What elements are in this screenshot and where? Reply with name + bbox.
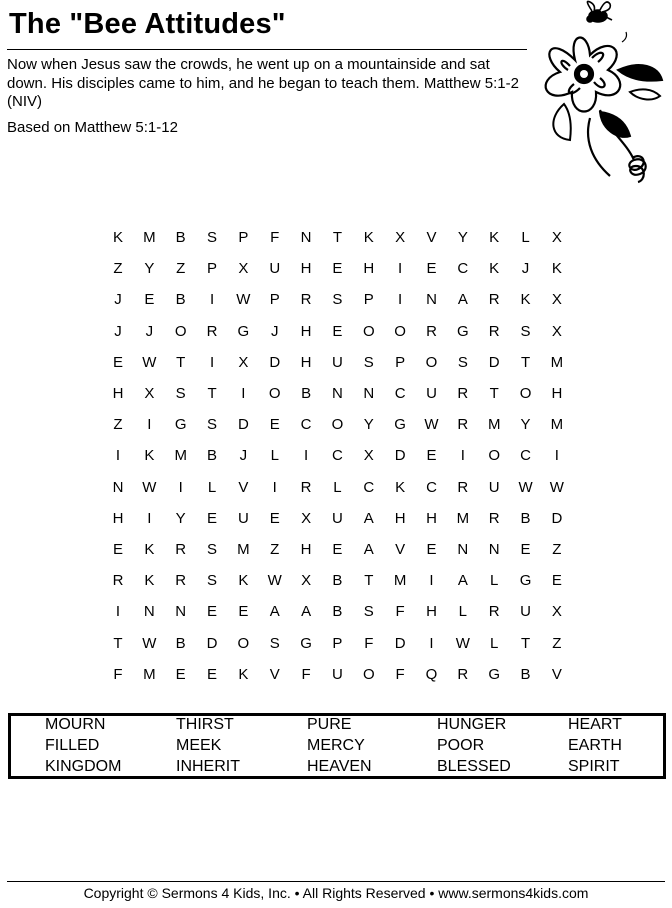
grid-letter: M [143,665,156,683]
grid-letter: E [269,509,280,527]
grid-letter: T [332,229,343,246]
grid-letter: G [488,665,501,683]
grid-letter: S [332,291,343,309]
grid-letter: W [142,478,157,496]
grid-letter: N [112,478,124,496]
grid-letter: Y [457,229,468,246]
grid-letter: H [394,509,406,527]
grid-letter: R [300,478,312,496]
grid-letter: D [206,634,218,652]
grid-letter: H [112,509,124,527]
grid-letter: T [176,353,186,371]
grid-letter: C [394,385,406,402]
grid-letter: N [457,541,469,558]
grid-letter: K [144,447,155,465]
grid-letter: F [113,665,123,683]
grid-letter: H [426,603,437,621]
grid-letter: A [457,572,468,590]
grid-letter: T [489,385,499,402]
grid-letter: M [487,416,501,434]
grid-letter: Z [552,541,562,558]
word-list-box [8,713,666,779]
grid-letter: V [551,665,562,683]
grid-letter: L [270,447,279,465]
grid-letter: U [237,509,249,527]
grid-letter: N [143,603,155,621]
grid-letter: K [144,572,155,590]
grid-letter: Z [113,416,123,434]
grid-letter: E [332,541,343,558]
grid-letter: L [521,229,530,246]
grid-letter: E [332,260,343,278]
grid-letter: M [174,447,187,465]
word-list-item: HEAVEN [307,758,372,775]
grid-letter: I [178,478,183,496]
word-list-item: EARTH [568,737,622,754]
grid-letter: N [488,541,500,558]
grid-letter: H [300,353,312,371]
footer-divider [7,881,665,882]
page-title: The "Bee Attitudes" [9,8,286,40]
grid-letter: E [520,541,531,558]
word-list-item: MEEK [176,737,222,754]
grid-letter: C [300,416,312,434]
grid-letter: Z [270,541,280,558]
grid-letter: S [175,385,186,402]
word-list-item: PURE [307,716,352,733]
grid-letter: L [490,572,499,590]
grid-letter: J [239,447,248,465]
word-list-item: KINGDOM [45,758,122,775]
grid-letter: X [238,260,249,278]
grid-letter: A [363,509,374,527]
grid-letter: B [207,447,218,465]
word-list-item: BLESSED [437,758,511,775]
grid-letter: I [398,291,403,309]
grid-letter: W [267,572,282,590]
grid-letter: B [301,385,312,402]
grid-letter: P [207,260,218,278]
grid-letter: R [488,509,500,527]
grid-letter: Q [425,665,438,683]
grid-letter: R [457,385,469,402]
grid-letter: S [207,572,218,590]
grid-letter: J [521,260,530,278]
grid-letter: I [272,478,277,496]
grid-letter: T [113,634,123,652]
grid-letter: W [549,478,564,496]
grid-letter: I [241,385,246,402]
grid-letter: T [364,572,374,590]
grid-letter: R [175,572,187,590]
grid-letter: R [426,322,437,340]
word-list-item: SPIRIT [568,758,620,775]
grid-letter: J [114,291,122,309]
grid-letter: C [363,478,375,496]
grid-letter: D [394,447,406,465]
grid-letter: J [271,322,279,340]
grid-letter: V [238,478,249,496]
grid-letter: E [144,291,155,309]
grid-letter: E [426,260,437,278]
grid-letter: X [301,572,312,590]
grid-letter: S [457,353,468,371]
grid-letter: X [144,385,155,402]
grid-letter: I [147,416,152,434]
grid-letter: O [174,322,187,340]
grid-letter: F [301,665,311,683]
grid-letter: H [300,322,312,340]
grid-letter: G [519,572,532,590]
grid-letter: G [237,322,250,340]
grid-letter: N [426,291,437,309]
grid-letter: H [112,385,124,402]
grid-letter: D [269,353,281,371]
grid-letter: W [142,634,157,652]
grid-letter: F [395,603,405,621]
grid-letter: P [395,353,406,371]
grid-letter: Y [520,416,531,434]
grid-letter: X [301,509,312,527]
grid-letter: O [394,322,406,340]
grid-letter: S [520,322,531,340]
scripture-reference: Based on Matthew 5:1-12 [7,119,178,136]
grid-letter: L [490,634,499,652]
grid-letter: B [175,229,186,246]
grid-letter: H [300,541,312,558]
grid-letter: S [363,353,374,371]
grid-letter: K [238,665,249,683]
grid-letter: D [394,634,406,652]
grid-letter: X [363,447,374,465]
grid-letter: H [300,260,312,278]
grid-letter: E [426,541,437,558]
grid-letter: T [520,353,531,371]
grid-letter: X [551,291,562,309]
grid-letter: L [458,603,468,621]
grid-letter: W [424,416,439,434]
grid-letter: K [489,260,500,278]
grid-letter: U [488,478,500,496]
grid-letter: L [207,478,217,496]
grid-letter: X [395,229,406,246]
grid-letter: X [551,603,562,621]
grid-letter: B [175,634,186,652]
grid-letter: B [520,509,531,527]
scripture-passage: Now when Jesus saw the crowds, he went up on a mountainside and sat down. His disciples came to him, and he began to teach them. Matthew 5:1-2 (NIV) [7,56,519,110]
word-list-item: HUNGER [437,716,507,733]
grid-letter: N [175,603,187,621]
grid-letter: R [457,665,469,683]
grid-letter: S [207,541,218,558]
grid-letter: P [238,229,249,246]
grid-letter: O [488,447,501,465]
grid-letter: P [363,291,374,309]
grid-letter: H [551,385,563,402]
grid-letter: Y [175,509,186,527]
grid-letter: E [112,541,123,558]
grid-letter: I [209,353,215,371]
grid-letter: D [551,509,563,527]
grid-letter: K [363,229,374,246]
grid-letter: S [363,603,374,621]
grid-letter: S [207,229,218,246]
grid-letter: K [489,229,500,246]
grid-letter: R [112,572,124,590]
grid-letter: C [520,447,531,465]
grid-letter: Z [552,634,562,652]
grid-letter: A [363,541,374,558]
grid-letter: R [488,291,500,309]
grid-letter: E [238,603,249,621]
grid-letter: I [304,447,309,465]
grid-letter: M [393,572,407,590]
grid-letter: W [236,291,251,309]
grid-letter: E [551,572,562,590]
grid-letter: Z [113,260,123,278]
grid-letter: O [425,353,438,371]
grid-letter: W [455,634,470,652]
grid-letter: N [300,229,312,246]
grid-letter: X [551,229,562,246]
grid-letter: G [300,634,312,652]
grid-letter: K [551,260,562,278]
grid-letter: M [550,353,564,371]
grid-letter: H [363,260,375,278]
grid-letter: R [488,322,500,340]
grid-letter: R [488,603,500,621]
grid-letter: E [175,665,186,683]
word-list-item: MOURN [45,716,106,733]
grid-letter: E [332,322,343,340]
word-list-item: THIRST [176,716,234,733]
grid-letter: K [144,541,155,558]
grid-letter: U [332,665,343,683]
grid-letter: J [114,322,122,340]
grid-letter: X [238,353,249,371]
grid-letter: D [488,353,500,371]
grid-letter: R [206,322,218,340]
grid-letter: I [115,447,121,465]
grid-letter: L [333,478,342,496]
grid-letter: M [550,416,564,434]
grid-letter: V [269,665,280,683]
grid-letter: E [426,447,437,465]
word-list-item: HEART [568,716,622,733]
grid-letter: D [237,416,249,434]
grid-letter: B [332,572,343,590]
grid-letter: H [426,509,437,527]
grid-letter: N [363,385,375,402]
grid-letter: K [395,478,406,496]
grid-letter: R [175,541,187,558]
grid-letter: C [426,478,437,496]
grid-letter: O [331,416,344,434]
grid-letter: P [269,291,280,309]
grid-letter: I [147,509,152,527]
word-list-item: MERCY [307,737,365,754]
grid-letter: B [332,603,343,621]
grid-letter: S [207,416,218,434]
grid-letter: U [426,385,437,402]
grid-letter: M [237,541,250,558]
grid-letter: G [457,322,469,340]
grid-letter: K [238,572,249,590]
grid-letter: F [364,634,374,652]
grid-letter: G [174,416,187,434]
grid-letter: G [394,416,406,434]
grid-letter: Z [176,260,186,278]
grid-letter: P [332,634,343,652]
grid-letter: A [457,291,468,309]
grid-letter: U [332,353,343,371]
grid-letter: I [429,634,434,652]
grid-letter: T [520,634,531,652]
grid-letter: E [269,416,280,434]
grid-letter: O [519,385,532,402]
grid-letter: I [115,603,121,621]
grid-letter: C [332,447,343,465]
grid-letter: B [520,665,531,683]
grid-letter: F [270,229,280,246]
grid-letter: U [269,260,281,278]
grid-letter: O [362,665,375,683]
grid-letter: E [112,353,123,371]
grid-letter: R [457,416,469,434]
grid-letter: W [142,353,157,371]
grid-letter: F [395,665,405,683]
grid-letter: R [300,291,312,309]
grid-letter: Y [144,260,155,278]
grid-letter: I [429,572,434,590]
grid-letter: I [460,447,465,465]
grid-letter: V [426,229,437,246]
copyright-footer: Copyright © Sermons 4 Kids, Inc. • All Rights Reserved • www.sermons4kids.com [83,885,589,901]
grid-letter: N [332,385,343,402]
grid-letter: O [268,385,281,402]
grid-letter: E [207,665,218,683]
grid-letter: K [112,229,123,246]
grid-letter: C [457,260,469,278]
grid-letter: I [554,447,559,465]
grid-letter: O [362,322,375,340]
grid-letter: X [551,322,562,340]
grid-letter: A [269,603,280,621]
grid-letter: M [143,229,156,246]
word-list-item: POOR [437,737,485,754]
grid-letter: E [207,603,218,621]
grid-letter: U [332,509,343,527]
grid-letter: I [398,260,403,278]
grid-letter: Y [363,416,374,434]
grid-letter: O [237,634,250,652]
grid-letter: B [175,291,186,309]
grid-letter: S [269,634,280,652]
grid-letter: A [301,603,312,621]
grid-letter: K [520,291,531,309]
grid-letter: R [457,478,469,496]
word-list-item: FILLED [45,737,100,754]
grid-letter: M [456,509,470,527]
grid-letter: U [520,603,531,621]
grid-letter: W [518,478,533,496]
grid-letter: I [209,291,215,309]
grid-letter: J [145,322,154,340]
word-list-item: INHERIT [176,758,240,775]
grid-letter: V [395,541,406,558]
grid-letter: T [207,385,217,402]
grid-letter: E [207,509,218,527]
